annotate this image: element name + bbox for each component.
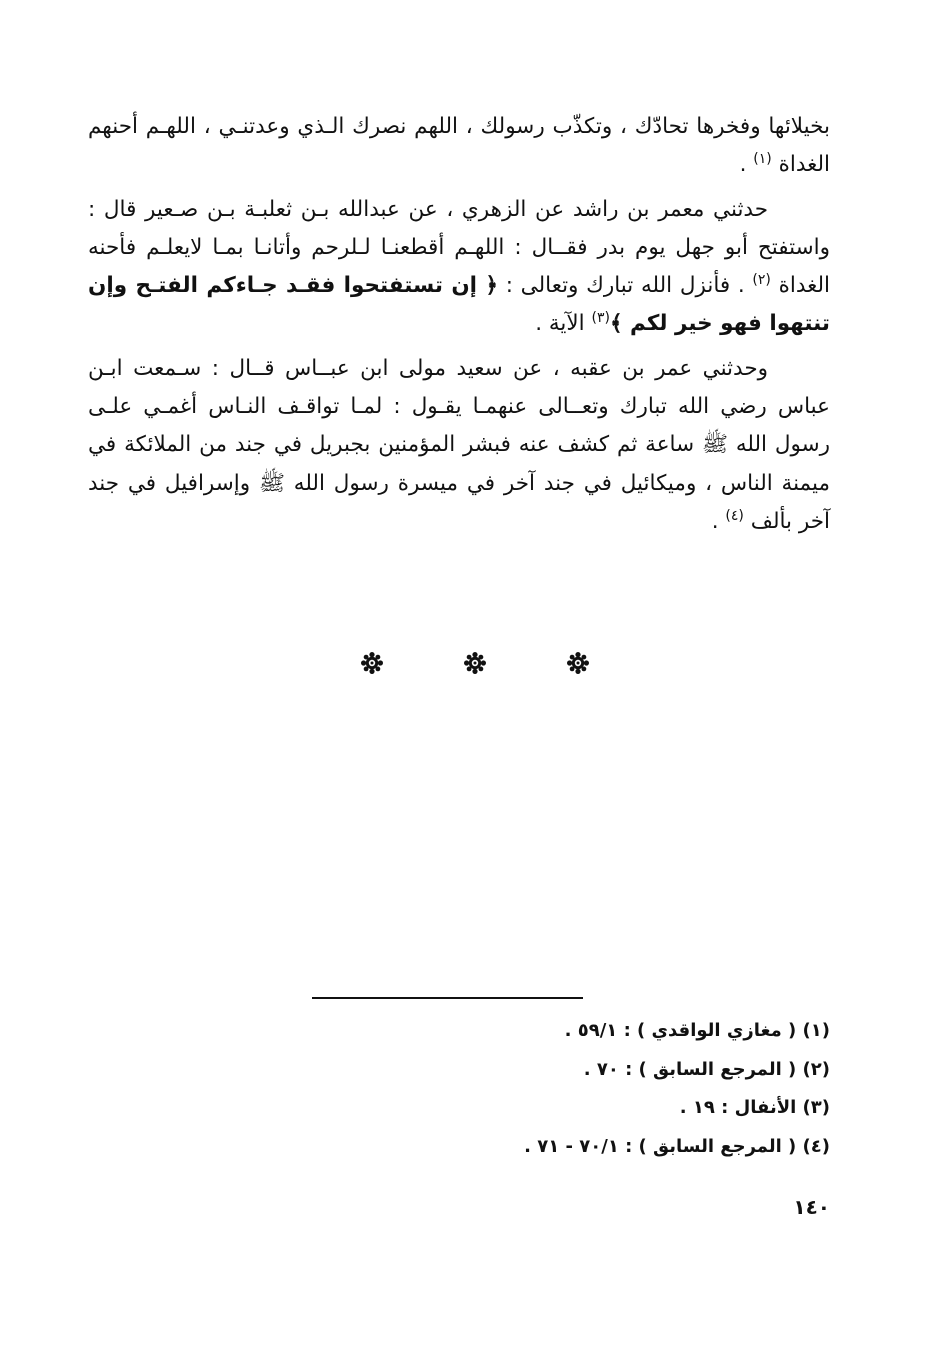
paragraph-1-tail: .: [739, 152, 754, 178]
footnote-ref-1: (١): [753, 151, 772, 168]
footnote-divider: [312, 997, 583, 999]
footnote-ref-3: (٣): [591, 310, 610, 327]
footnote-4: (٤) ( المرجع السابق ) : ٧٠/١ - ٧١ .: [524, 1136, 830, 1158]
flower-ornament-icon: [360, 651, 384, 675]
flower-ornament-icon: [463, 651, 487, 675]
paragraph-1: [88, 108, 830, 185]
paragraph-3-text: وحدثني عمر بن عقبه ، عن سعيد مولى ابن عبــاس قــال : سـمعت ابـن عباس رضي الله تبارك وتعــالى عنهمـا يقـول : لمـا تواقـف النـاس أغمـي علـى رسول الله ﷺ ساعة ثم كشف عنه فبشر المؤمنين بجبريل في جند من الملائكة في ميمنة الناس ، وميكائيل في جند آخر في ميسرة رسول الله ﷺ وإسرافيل في جند آخر بألف: [88, 355, 830, 534]
page-number: ١٤٠: [793, 1195, 830, 1219]
paragraph-1-text: بخيلائها وفخرها تحادّك ، وتكذّب رسولك ، اللهم نصرك الـذي وعدتنـي ، اللهـم أحنهم الغداة: [88, 114, 830, 178]
footnotes: [300, 1012, 830, 1167]
flower-ornament-icon: [566, 651, 590, 675]
footnote-ref-2: (٢): [752, 272, 771, 289]
footnote-2: (٢) ( المرجع السابق ) : ٧٠ .: [583, 1058, 830, 1080]
paragraph-2-tail: الآية .: [535, 311, 592, 337]
section-separator: [360, 648, 590, 678]
footnote-ref-4: (٤): [725, 507, 744, 524]
paragraph-3: [88, 350, 830, 541]
footnote-1: (١) ( مغازي الواقدي ) : ٥٩/١ .: [564, 1020, 830, 1041]
main-text: [88, 108, 830, 541]
paragraph-2: [88, 191, 830, 344]
paragraph-2-intro: حدثني معمر بن راشد عن الزهري ، عن عبدالله بـن ثعلبـة بـن صـعير قال : واستفتح أبو جهل يوم بدر فقــال : اللهـم أقطعنـا لـلرحم وأتانـا بمـا لايعلـم فأحنه الغداة: [88, 196, 830, 299]
paragraph-2-mid: . فأنزل الله تبارك وتعالى :: [505, 273, 753, 299]
footnote-3: (٣) الأنفال : ١٩ .: [679, 1097, 830, 1119]
paragraph-3-tail: .: [711, 508, 726, 534]
quran-verse: ﴿ إن تستفتحوا فقـد جـاءكم الفتـح وإن تنتهوا فهو خير لكم ﴾: [88, 273, 830, 337]
